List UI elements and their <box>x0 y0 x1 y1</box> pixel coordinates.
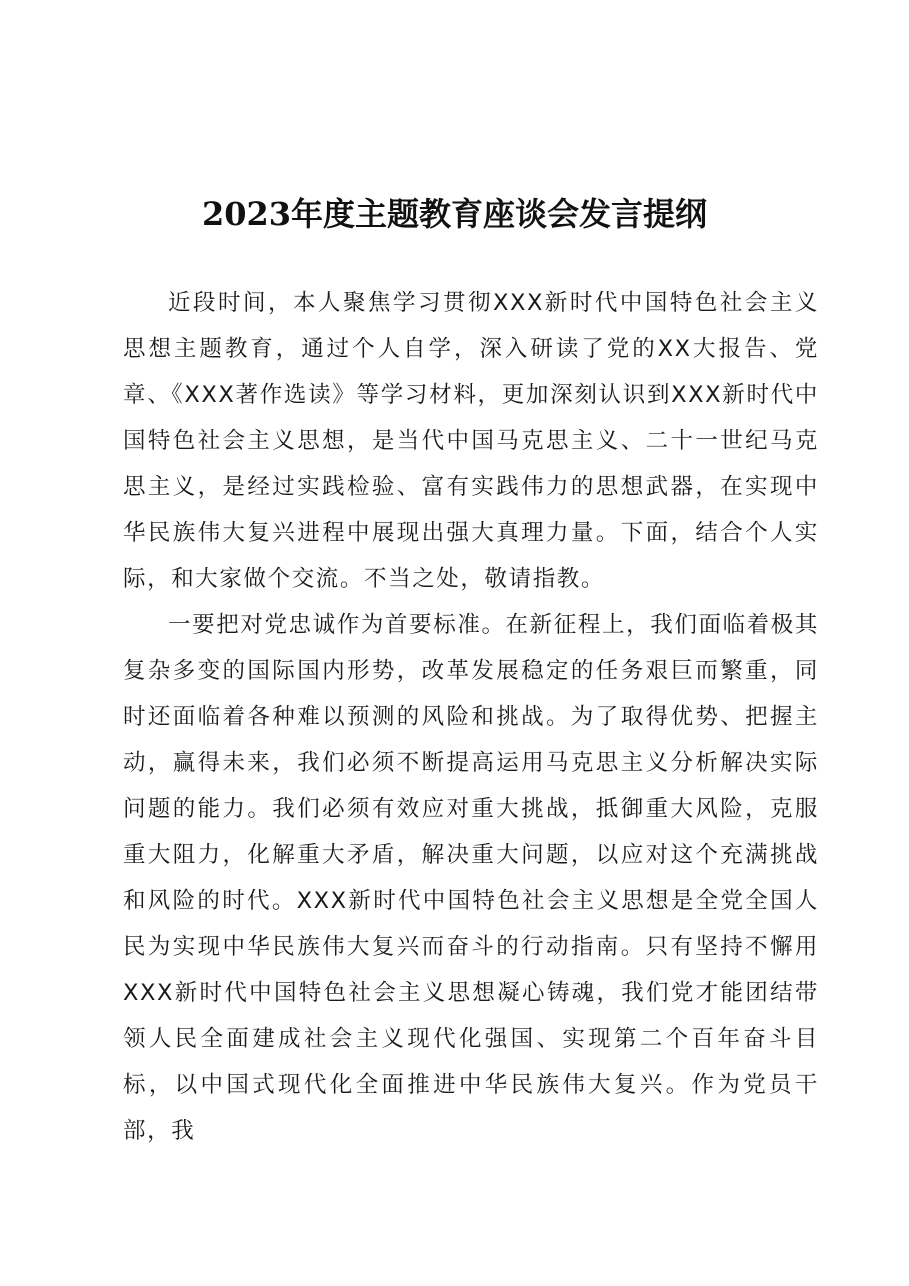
paragraph-point-one: 一要把对党忠诚作为首要标准。在新征程上，我们面临着极其复杂多变的国际国内形势，改革发展稳定的任务艰巨而繁重，同时还面临着各种难以预测的风险和挑战。为了取得优势、把握主动，赢得未来，我们必须不断提高运用马克思主义分析解决实际问题的能力。我们必须有效应对重大挑战，抵御重大风险，克服重大阻力，化解重大矛盾，解决重大问题，以应对这个充满挑战和风险的时代。XXX新时代中国特色社会主义思想是全党全国人民为实现中华民族伟大复兴而奋斗的行动指南。只有坚持不懈用XXX新时代中国特色社会主义思想凝心铸魂，我们党才能团结带领人民全面建成社会主义现代化强国、实现第二个百年奋斗目标，以中国式现代化全面推进中华民族伟大复兴。作为党员干部，我 <box>123 612 819 1144</box>
document-body <box>123 280 819 1154</box>
paragraph-intro: 近段时间，本人聚焦学习贯彻XXX新时代中国特色社会主义思想主题教育，通过个人自学，深入研读了党的XX大报告、党章、《XXX著作选读》等学习材料，更加深刻认识到XXX新时代中国特色社会主义思想，是当代中国马克思主义、二十一世纪马克思主义，是经过实践检验、富有实践伟力的思想武器，在实现中华民族伟大复兴进程中展现出强大真理力量。下面，结合个人实际，和大家做个交流。不当之处，敬请指教。 <box>123 290 819 592</box>
document-title: 2023年度主题教育座谈会发言提纲 <box>201 195 708 233</box>
